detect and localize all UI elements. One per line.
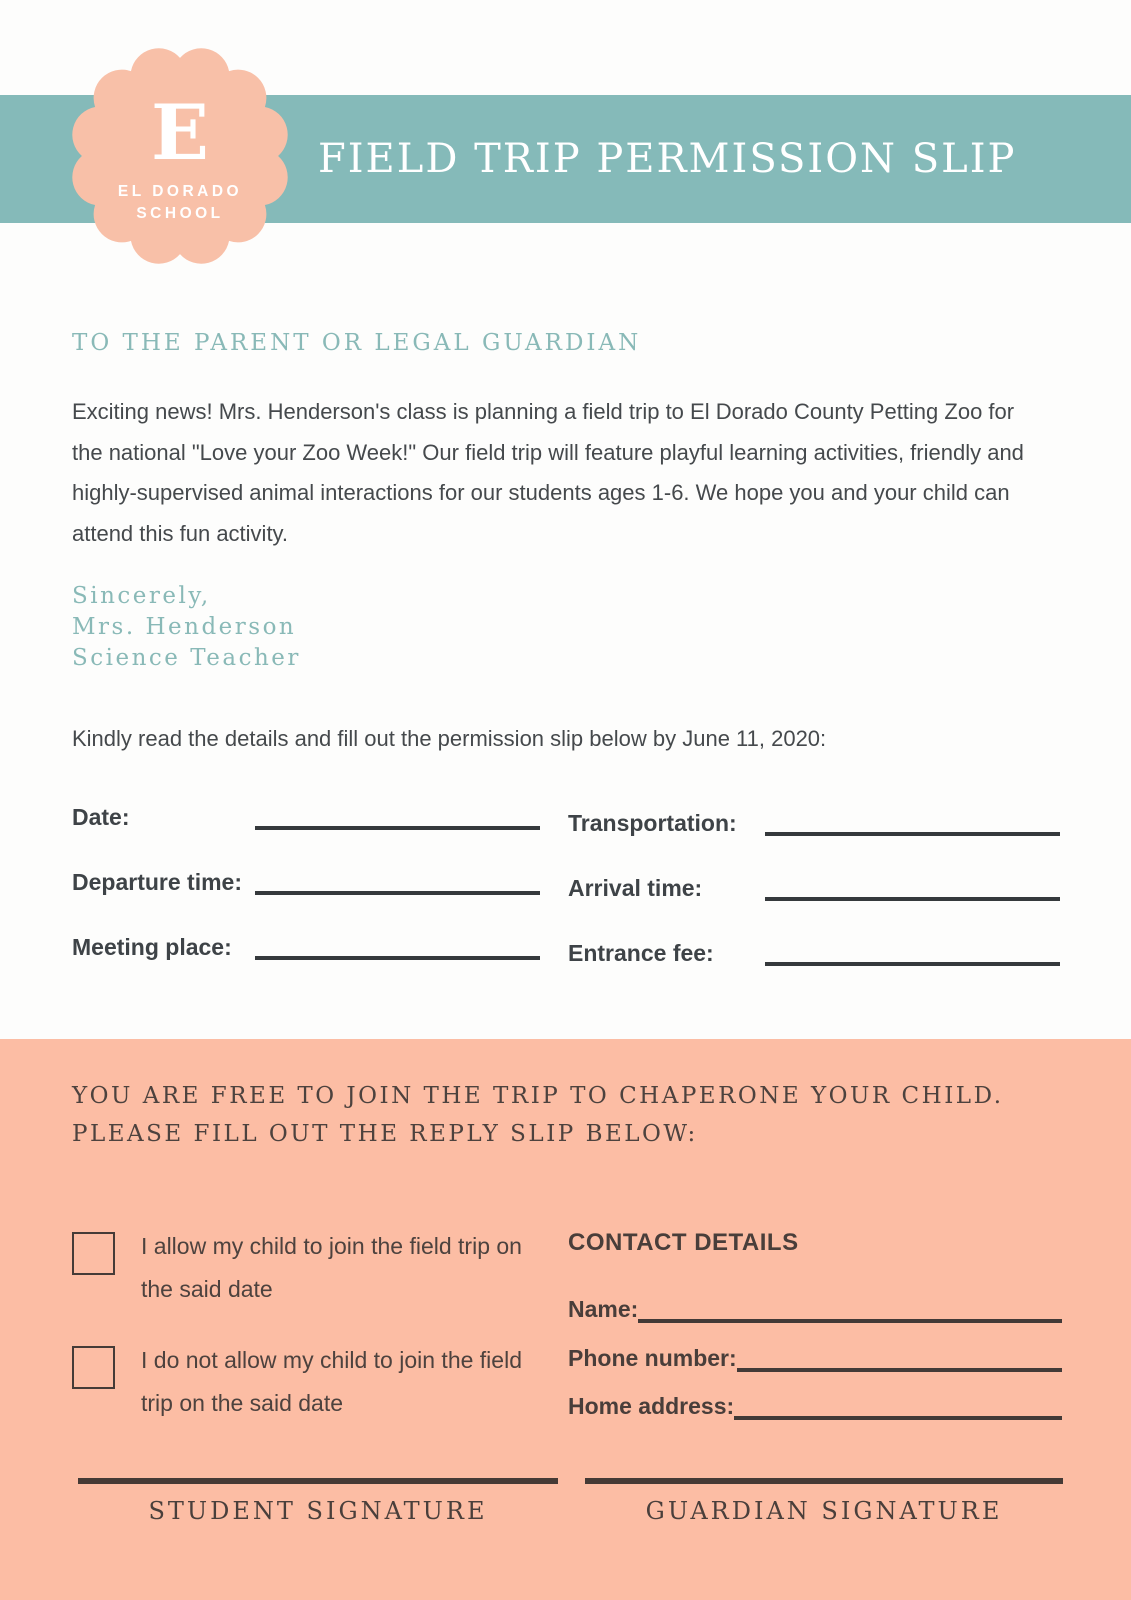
page-title: FIELD TRIP PERMISSION SLIP: [318, 136, 1017, 182]
arrival-time-label: Arrival time:: [568, 874, 703, 901]
arrival-time-input-line[interactable]: [765, 869, 1060, 901]
guardian-signature-block: [585, 1478, 1063, 1525]
entrance-fee-input-line[interactable]: [765, 934, 1060, 966]
transportation-input-line[interactable]: [765, 804, 1060, 836]
name-label: Name:: [568, 1295, 639, 1322]
school-initial: E: [151, 88, 209, 177]
guardian-signature-line[interactable]: [585, 1478, 1063, 1484]
home-address-input-line[interactable]: [734, 1388, 1062, 1420]
student-signature-line[interactable]: [78, 1478, 558, 1484]
date-field: [72, 798, 540, 836]
allow-checkbox[interactable]: [72, 1232, 115, 1275]
name-field: [568, 1291, 1062, 1327]
home-address-label: Home address:: [568, 1392, 735, 1419]
closing-line-teacher-name: Mrs. Henderson: [72, 614, 297, 640]
reply-headline: [72, 1077, 1004, 1153]
guardian-signature-label: GUARDIAN SIGNATURE: [645, 1497, 1003, 1525]
school-name-line2: SCHOOL: [136, 205, 224, 222]
allow-option-label: I allow my child to join the field trip on the said date: [141, 1233, 522, 1302]
reply-headline-line2: PLEASE FILL OUT THE REPLY SLIP BELOW:: [72, 1121, 698, 1147]
name-input-line[interactable]: [638, 1291, 1062, 1323]
disallow-option-label: I do not allow my child to join the field trip on the said date: [141, 1347, 522, 1416]
phone-number-input-line[interactable]: [737, 1340, 1062, 1372]
date-label: Date:: [72, 803, 130, 830]
student-signature-block: [78, 1478, 558, 1525]
phone-number-label: Phone number:: [568, 1344, 737, 1371]
reply-slip-section: [0, 1039, 1131, 1600]
departure-time-input-line[interactable]: [255, 863, 540, 895]
instruction-text: Kindly read the details and fill out the permission slip below by June 11, 2020:: [72, 726, 827, 751]
phone-number-field: [568, 1340, 1062, 1376]
letter-body: Exciting news! Mrs. Henderson's class is planning a field trip to El Dorado County Petting Zoo for the national "Love your Zoo Week!" Our field trip will feature playful learning activities, friendly and highly-supervised animal interactions for our students ages 1-6. We hope you and your child can attend this fun activity.: [72, 399, 1024, 546]
disallow-option: [72, 1339, 536, 1425]
transportation-field: [568, 804, 1060, 842]
arrival-time-field: [568, 869, 1060, 907]
meeting-place-field: [72, 928, 540, 966]
meeting-place-input-line[interactable]: [255, 928, 540, 960]
entrance-fee-field: [568, 934, 1060, 972]
school-logo-badge: [71, 47, 289, 265]
departure-time-label: Departure time:: [72, 868, 242, 895]
letter-closing: [72, 581, 301, 674]
contact-details-heading: CONTACT DETAILS: [568, 1229, 799, 1256]
allow-option: [72, 1225, 536, 1311]
home-address-field: [568, 1388, 1062, 1424]
transportation-label: Transportation:: [568, 809, 737, 836]
entrance-fee-label: Entrance fee:: [568, 939, 714, 966]
school-name-line1: EL DORADO: [117, 183, 243, 200]
disallow-checkbox[interactable]: [72, 1346, 115, 1389]
closing-line-sincerely: Sincerely,: [72, 583, 211, 609]
reply-headline-line1: YOU ARE FREE TO JOIN THE TRIP TO CHAPERONE YOUR CHILD.: [72, 1083, 1004, 1109]
meeting-place-label: Meeting place:: [72, 933, 232, 960]
salutation-heading: TO THE PARENT OR LEGAL GUARDIAN: [72, 330, 642, 356]
departure-time-field: [72, 863, 540, 901]
closing-line-teacher-title: Science Teacher: [72, 645, 301, 671]
date-input-line[interactable]: [255, 798, 540, 830]
student-signature-label: STUDENT SIGNATURE: [148, 1497, 488, 1525]
